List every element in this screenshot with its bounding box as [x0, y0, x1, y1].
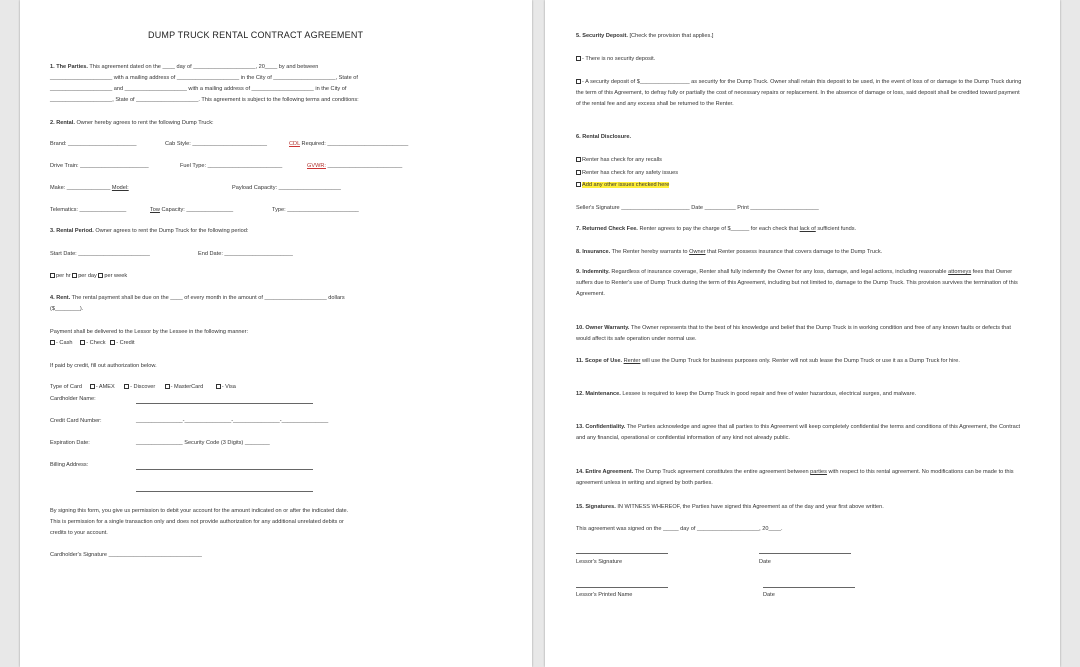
payment-options: [50, 340, 135, 347]
section-8-heading: 8. Insurance.: [576, 249, 611, 255]
section-3-heading: 3. Rental Period.: [50, 228, 94, 234]
section-5-heading: 5. Security Deposit.: [576, 33, 628, 39]
seller-signature-row[interactable]: Seller's Signature ______________________ Date __________ Print ______________________: [576, 205, 819, 211]
cardholder-signature[interactable]: Cardholder's Signature ______________________________: [50, 552, 202, 558]
section-4-amount: ($________).: [50, 306, 84, 312]
period-option-week[interactable]: per week: [98, 273, 127, 279]
cc-number-field[interactable]: _______________-_______________-_______________-_______________: [136, 418, 329, 424]
section-10-text: The Owner represents that to the best of his knowledge and belief that the Dump Truck is in working condition and free of any known faults or defects that would affect its safe operation under normal use.: [576, 325, 1011, 342]
checkbox[interactable]: [50, 273, 55, 278]
section-1-line-3: ____________________ and ____________________ with a mailing address of ____________________ in the City of: [50, 86, 347, 92]
checkbox[interactable]: [576, 157, 581, 162]
cardholder-name-label: Cardholder Name:: [50, 396, 96, 402]
auth-line-2: This is permission for a single transaction only and does not provide authorization for any additional unrelated debits or: [50, 519, 344, 525]
section-7-link: lack of: [799, 226, 816, 232]
card-option-mastercard[interactable]: - MasterCard: [165, 384, 204, 390]
section-8: [576, 249, 882, 256]
document-page-2: [545, 0, 1060, 667]
disclosure-other-text: Add any other issues checked here: [582, 182, 670, 188]
section-1-heading: 1. The Parties.: [50, 64, 88, 70]
lessor-signature-line[interactable]: [576, 553, 668, 554]
section-8-text-end: that Renter possess insurance that covers damage to the Dump Truck.: [707, 249, 883, 255]
capacity-label: Capacity: _______________: [161, 207, 234, 213]
section-9-heading: 9. Indemnity.: [576, 269, 610, 275]
expiration-field[interactable]: _______________ Security Code (3 Digits) ________: [136, 440, 270, 446]
payment-intro: Payment shall be delivered to the Lessor by the Lessee in the following manner:: [50, 329, 249, 335]
type-field[interactable]: Type: _______________________: [272, 207, 359, 213]
checkbox[interactable]: [98, 273, 103, 278]
billing-label: Billing Address:: [50, 462, 89, 468]
section-9: [576, 267, 1026, 300]
section-9-text: Regardless of insurance coverage, Renter shall fully indemnify the Owner for any loss, damage, and legal actions, including reasonable: [611, 269, 947, 275]
section-4: [50, 295, 345, 302]
make-label: Make: ______________: [50, 185, 111, 191]
section-7-text-end: sufficient funds.: [817, 226, 857, 232]
billing-line-1[interactable]: [136, 469, 313, 470]
section-2-heading: 2. Rental.: [50, 120, 75, 126]
section-3: [50, 228, 248, 235]
gvwr-line: ________________________: [327, 163, 403, 169]
disclosure-safety-text: Renter has check for any safety issues: [582, 170, 679, 176]
section-13: [576, 422, 1026, 444]
brand-field[interactable]: Brand: ______________________: [50, 141, 137, 147]
card-type-row: [50, 384, 236, 391]
signed-on-line[interactable]: This agreement was signed on the _____ day of ____________________, 20____.: [576, 526, 783, 532]
deposit-option-amount-text: - A security deposit of $________________ as security for the Dump Truck. Owner shall retain this deposit to be used, in the event of loss of or damage to the Dump Truck during the term of this Agreement, to defray fully or partially the cost of necessary repairs or replacement. In the absence of damage or loss, said deposit shall be credited toward payment of the rental fee and any excess shall be returned to the Renter.: [576, 79, 1022, 107]
checkbox[interactable]: [124, 384, 129, 389]
checkbox[interactable]: [50, 340, 55, 345]
deposit-option-amount[interactable]: [576, 77, 1024, 110]
auth-line-3: credits to your account.: [50, 530, 108, 536]
section-8-link: Owner: [689, 249, 706, 255]
section-15: [576, 504, 884, 511]
checkbox[interactable]: [72, 273, 77, 278]
checkbox[interactable]: [576, 170, 581, 175]
payload-field[interactable]: Payload Capacity: ____________________: [232, 185, 341, 191]
checkbox[interactable]: [165, 384, 170, 389]
card-option-amex[interactable]: - AMEX: [90, 384, 115, 390]
section-1-text: This agreement dated on the ____ day of ____________________, 20____ by and between: [89, 64, 319, 70]
section-15-heading: 15. Signatures.: [576, 504, 616, 510]
payment-option-cash[interactable]: - Cash: [50, 340, 72, 346]
section-11: [576, 356, 1026, 367]
section-1-line-1: [50, 64, 318, 71]
deposit-option-none[interactable]: [576, 56, 655, 63]
lessor-signature-label: Lessor's Signature: [576, 559, 623, 565]
section-7: [576, 226, 856, 233]
section-12: [576, 389, 1026, 400]
gvwr-label: GVWR:: [307, 163, 326, 169]
checkbox[interactable]: [80, 340, 85, 345]
section-8-text: The Renter hereby warrants to: [611, 249, 688, 255]
date-line-2[interactable]: [763, 587, 855, 588]
start-date-field[interactable]: Start Date: _______________________: [50, 251, 150, 257]
cdl-required-field[interactable]: [289, 141, 408, 148]
cdl-label: CDL: [289, 141, 300, 147]
fuel-type-field[interactable]: Fuel Type: ________________________: [180, 163, 283, 169]
checkbox[interactable]: [110, 340, 115, 345]
period-option-hour[interactable]: per hr: [50, 273, 71, 279]
section-12-heading: 12. Maintenance.: [576, 391, 621, 397]
model-label: Model:: [111, 185, 129, 191]
date-label-1: Date: [759, 559, 771, 565]
cc-number-label: Credit Card Number:: [50, 418, 102, 424]
disclosure-other[interactable]: [576, 182, 669, 189]
end-date-field[interactable]: End Date: ______________________: [198, 251, 293, 257]
card-option-visa[interactable]: - Visa: [216, 384, 236, 390]
credit-intro: If paid by credit, fill out authorization below.: [50, 363, 157, 369]
gvwr-field[interactable]: [307, 163, 402, 170]
payment-option-credit[interactable]: - Credit: [110, 340, 134, 346]
section-10: [576, 323, 1026, 345]
checkbox[interactable]: [576, 182, 581, 187]
section-13-heading: 13. Confidentiality.: [576, 424, 626, 430]
date-label-2: Date: [763, 592, 775, 598]
rental-period-options: [50, 273, 127, 280]
disclosure-safety[interactable]: [576, 170, 678, 177]
section-9-text-end: fees that Owner suffers due to Renter's use of Dump Truck during the term of this Agreement, including but not limited to, damage to the Dump Truck. This provision survives the termination of this Agreement.: [576, 269, 1018, 297]
required-label: Required: __________________________: [301, 141, 409, 147]
section-13-text: The Parties acknowledge and agree that all parties to this Agreement will keep completely confidential the terms and conditions of this Agreement, the Contract and any financial, operational or confidential information of any kind not already public.: [576, 424, 1021, 441]
section-12-text: Lessee is required to keep the Dump Truck in good repair and free of water hazardous, electrical surges, and malware.: [622, 391, 917, 397]
disclosure-recalls-text: Renter has check for any recalls: [582, 157, 662, 163]
section-10-heading: 10. Owner Warranty.: [576, 325, 630, 331]
card-option-discover[interactable]: - Discover: [124, 384, 155, 390]
section-15-text: IN WITNESS WHEREOF, the Parties have signed this Agreement as of the day and year first above written.: [617, 504, 884, 510]
section-5: [576, 33, 713, 40]
section-2-text: Owner hereby agrees to rent the following Dump Truck:: [76, 120, 214, 126]
section-11-link: Renter: [623, 358, 641, 364]
section-7-text: Renter agrees to pay the charge of $______ for each check that: [639, 226, 799, 232]
telematics-field[interactable]: Telematics: _______________: [50, 207, 127, 213]
card-type-label: Type of Card: [50, 384, 83, 390]
disclosure-recalls[interactable]: [576, 157, 662, 164]
tow-label: Tow: [150, 207, 160, 213]
section-9-link: attorneys: [948, 269, 972, 275]
billing-line-2[interactable]: [136, 491, 313, 492]
cardholder-name-line[interactable]: [136, 403, 313, 404]
section-4-text: The rental payment shall be due on the ____ of every month in the amount of ____________________ dollars: [71, 295, 345, 301]
lessor-name-line[interactable]: [576, 587, 668, 588]
tow-capacity-field[interactable]: [150, 207, 233, 214]
checkbox[interactable]: [216, 384, 221, 389]
section-14-text: The Dump Truck agreement constitutes the entire agreement between: [634, 469, 809, 475]
payment-option-check[interactable]: - Check: [80, 340, 105, 346]
auth-line-1: By signing this form, you give us permission to debit your account for the amount indicated on or after the indicated date.: [50, 508, 349, 514]
section-11-heading: 11. Scope of Use.: [576, 358, 623, 364]
section-1-line-4: ____________________, State of ____________________. This agreement is subject to the following terms and conditions:: [50, 97, 359, 103]
make-field[interactable]: [50, 185, 129, 192]
section-14: [576, 467, 1026, 489]
section-3-text: Owner agrees to rent the Dump Truck for the following period:: [95, 228, 249, 234]
section-7-heading: 7. Returned Check Fee.: [576, 226, 638, 232]
checkbox[interactable]: [90, 384, 95, 389]
lessor-name-label: Lessor's Printed Name: [576, 592, 633, 598]
section-1-line-2: ____________________ with a mailing address of ____________________ in the City of ____________________, State of: [50, 75, 358, 81]
document-title: DUMP TRUCK RENTAL CONTRACT AGREEMENT: [148, 30, 364, 40]
section-6-heading: 6. Rental Disclosure.: [576, 134, 632, 140]
document-page-1: [20, 0, 532, 667]
drive-train-field[interactable]: Drive Train: ______________________: [50, 163, 149, 169]
section-14-link: parties: [810, 469, 827, 475]
checkbox[interactable]: [576, 79, 581, 84]
section-14-heading: 14. Entire Agreement.: [576, 469, 634, 475]
expiration-label: Expiration Date:: [50, 440, 90, 446]
checkbox[interactable]: [576, 56, 581, 61]
section-2: [50, 120, 214, 127]
cab-style-field[interactable]: Cab Style: ________________________: [165, 141, 268, 147]
section-14-text-end: with respect to this rental agreement. No modifications can be made to this agreement unless in writing and signed by both parties.: [576, 469, 1014, 486]
deposit-option-none-text: - There is no security deposit.: [582, 56, 656, 62]
section-11-text: will use the Dump Truck for business purposes only. Renter will not sub lease the Dump Truck or use it as a Dump Truck for hire.: [641, 358, 960, 364]
period-option-day[interactable]: per day: [72, 273, 97, 279]
section-5-note: [Check the provision that applies.]: [629, 33, 714, 39]
section-4-heading: 4. Rent.: [50, 295, 71, 301]
date-line-1[interactable]: [759, 553, 851, 554]
